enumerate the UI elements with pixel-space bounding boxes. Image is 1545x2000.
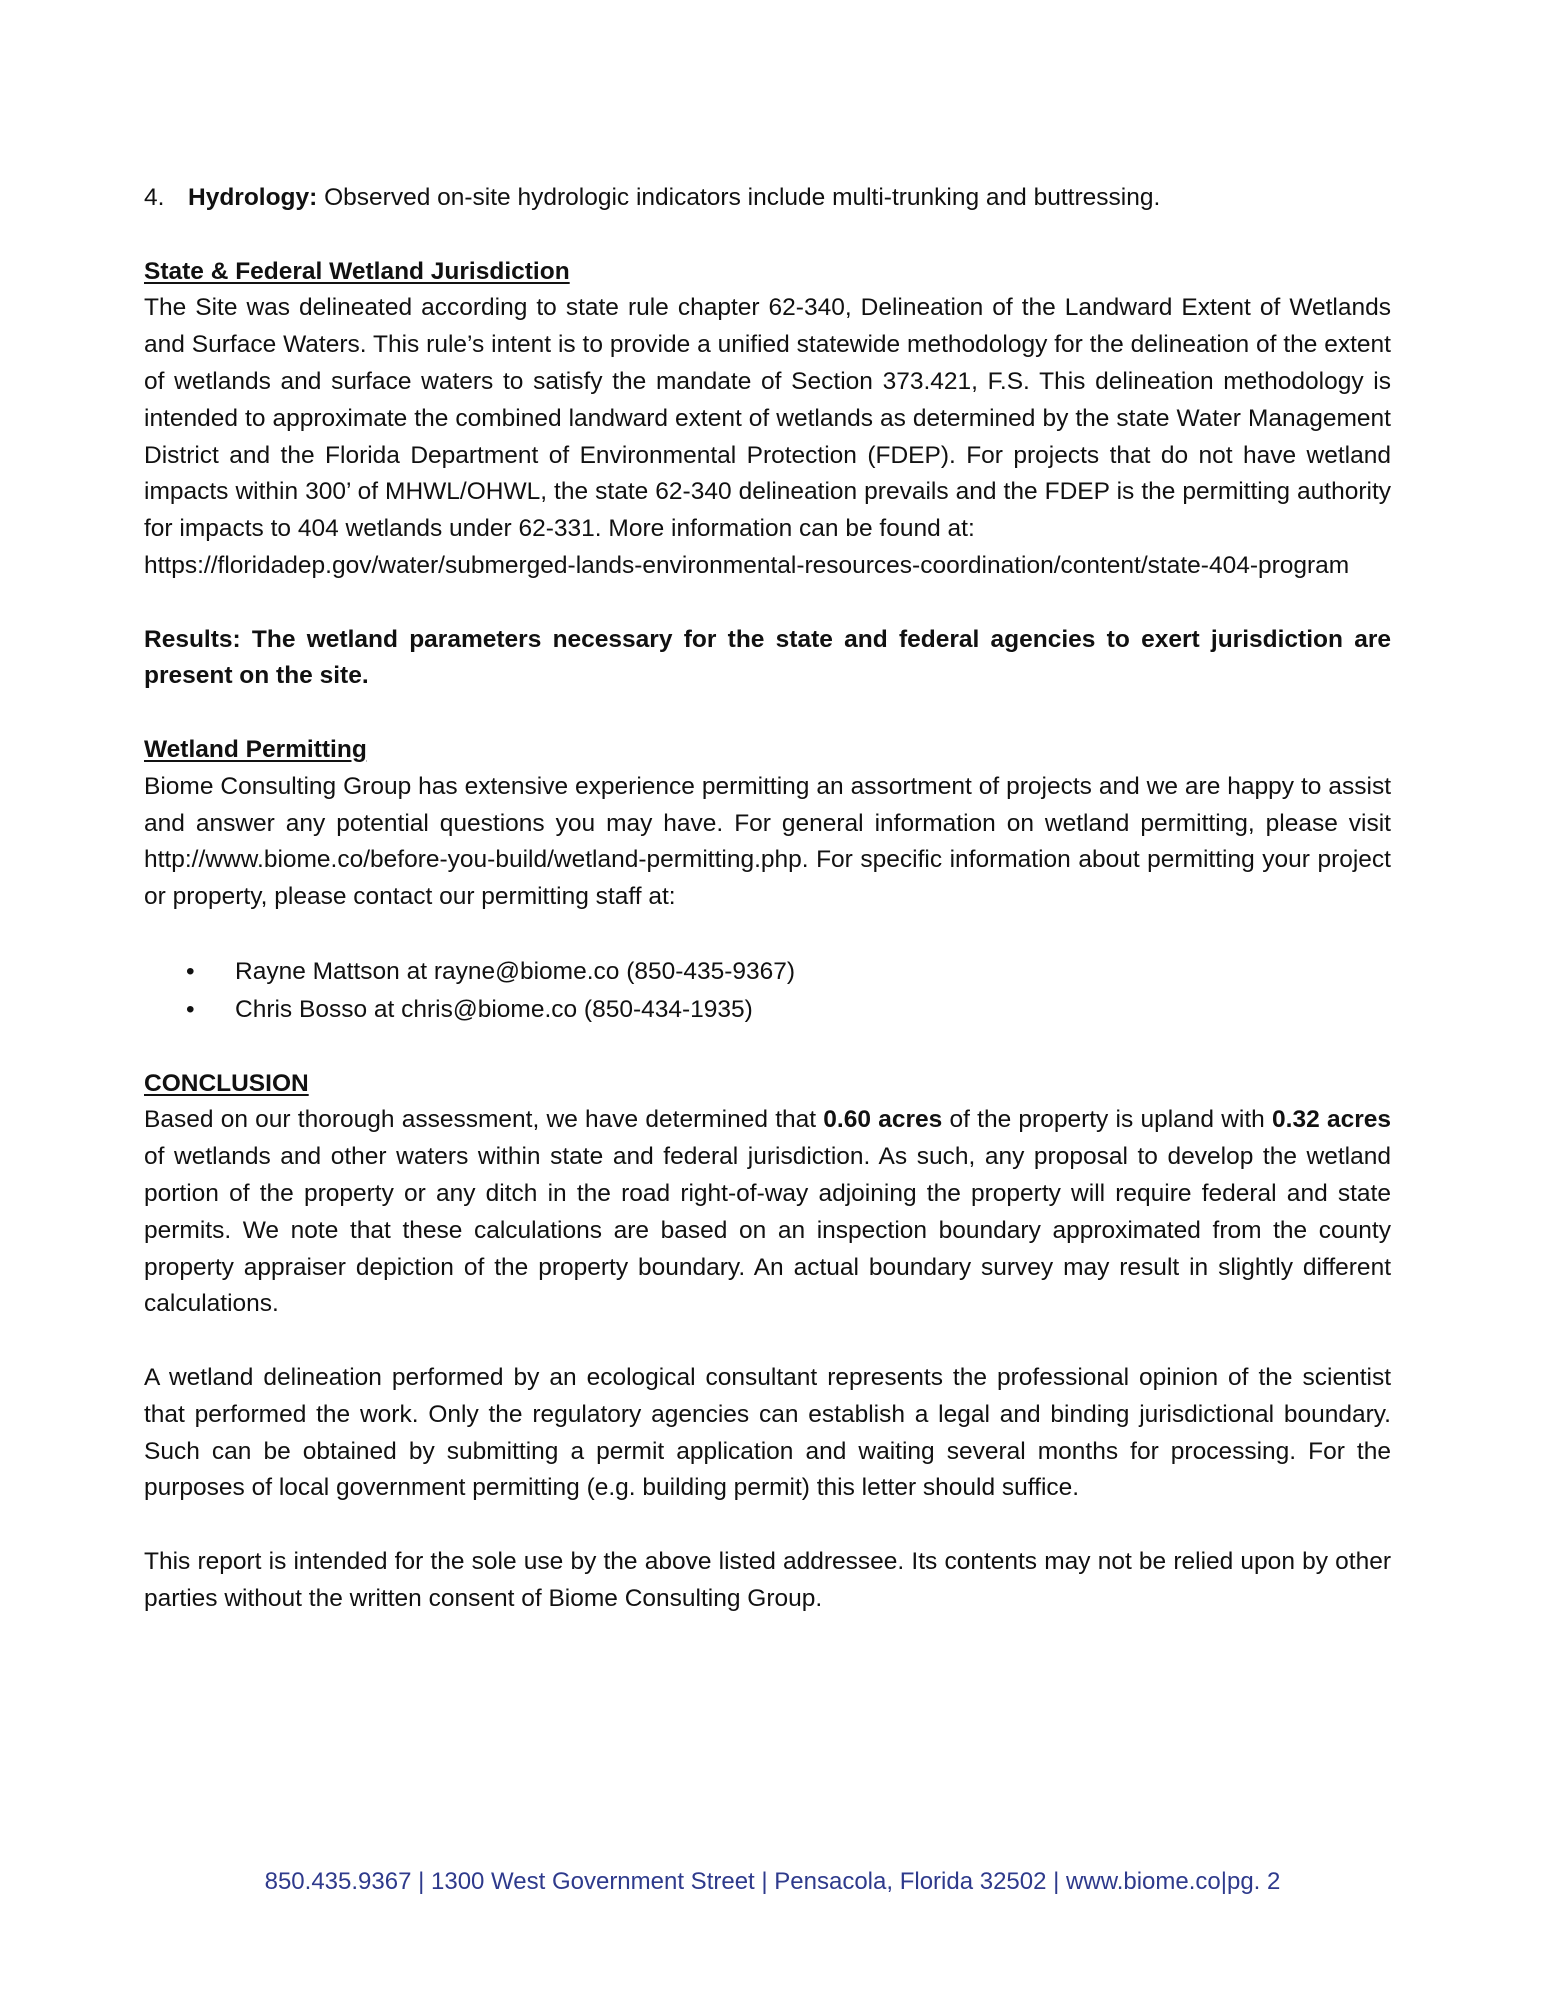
permitting-paragraph: Biome Consulting Group has extensive experience permitting an assortment of projects and we are happy to assist and answer any potential questions you may have. For general information on wetland permitting, please visit http://www.biome.co/before-you-build/wetland-permitting.php. For specific information about permitting your project or property, please contact our permitting staff at: xyxy=(144,772,1391,911)
conclusion-text: Based on our thorough assessment, we have determined that xyxy=(144,1106,824,1134)
bullet-icon: • xyxy=(186,995,195,1023)
sole-use-paragraph: This report is intended for the sole use by the above listed addressee. Its contents may not be relied upon by other parties without the written consent of Biome Consulting Group. xyxy=(144,1547,1391,1612)
upland-acres: 0.60 acres xyxy=(823,1106,943,1134)
bullet-icon: • xyxy=(186,957,195,985)
contact-text: Chris Bosso at chris@biome.co (850-434-1935) xyxy=(235,995,753,1023)
conclusion-text: of wetlands and other waters within state and federal jurisdiction. As such, any proposal to develop the wetland portion of the property or any ditch in the road right-of-way adjoining the property will require federal and state permits. We note that these calculations are based on an inspection boundary approximated from the county property appraiser depiction of the property boundary. An actual boundary survey may result in slightly different calculations. xyxy=(144,1143,1391,1318)
jurisdiction-heading: State & Federal Wetland Jurisdiction xyxy=(144,257,570,285)
jurisdiction-paragraph: The Site was delineated according to state rule chapter 62-340, Delineation of the Landward Extent of Wetlands and Surface Waters. This rule’s intent is to provide a unified statewide methodology for the delineation of the extent of wetlands and surface waters to satisfy the mandate of Section 373.421, F.S. This delineation methodology is intended to approximate the combined landward extent of wetlands as determined by the state Water Management District and the Florida Department of Environmental Protection (FDEP). For projects that do not have wetland impacts within 300’ of MHWL/OHWL, the state 62-340 delineation prevails and the FDEP is the permitting authority for impacts to 404 wetlands under 62-331. More information can be found at: xyxy=(144,294,1391,543)
hydrology-text: Observed on-site hydrologic indicators include multi-trunking and buttressing. xyxy=(317,184,1161,211)
contact-text: Rayne Mattson at rayne@biome.co (850-435-9367) xyxy=(235,957,796,985)
document-body xyxy=(144,180,1391,1617)
wetland-acres: 0.32 acres xyxy=(1272,1106,1391,1134)
list-number: 4. xyxy=(144,184,165,211)
state-404-link[interactable]: https://floridadep.gov/water/submerged-lands-environmental-resources-coordination/content/state-404-program xyxy=(144,551,1350,579)
conclusion-paragraph xyxy=(144,1102,1391,1323)
hydrology-label: Hydrology: xyxy=(188,184,318,211)
hydrology-item xyxy=(144,180,1391,217)
contact-item xyxy=(144,991,1391,1029)
contact-item xyxy=(144,953,1391,991)
permitting-heading: Wetland Permitting xyxy=(144,735,367,763)
delineation-opinion-paragraph: A wetland delineation performed by an ecological consultant represents the professional opinion of the scientist that performed the work. Only the regulatory agencies can establish a legal and binding jurisdictional boundary. Such can be obtained by submitting a permit application and waiting several months for processing. For the purposes of local government permitting (e.g. building permit) this letter should suffice. xyxy=(144,1363,1391,1502)
results-statement: Results: The wetland parameters necessary for the state and federal agencies to exert jurisdiction are present on the site. xyxy=(144,625,1391,690)
page-footer: 850.435.9367 | 1300 West Government Street | Pensacola, Florida 32502 | www.biome.co|pg. 2 xyxy=(264,1868,1281,1895)
conclusion-text: of the property is upland with xyxy=(942,1106,1273,1134)
conclusion-heading: CONCLUSION xyxy=(144,1069,309,1097)
contact-list xyxy=(144,953,1391,1029)
